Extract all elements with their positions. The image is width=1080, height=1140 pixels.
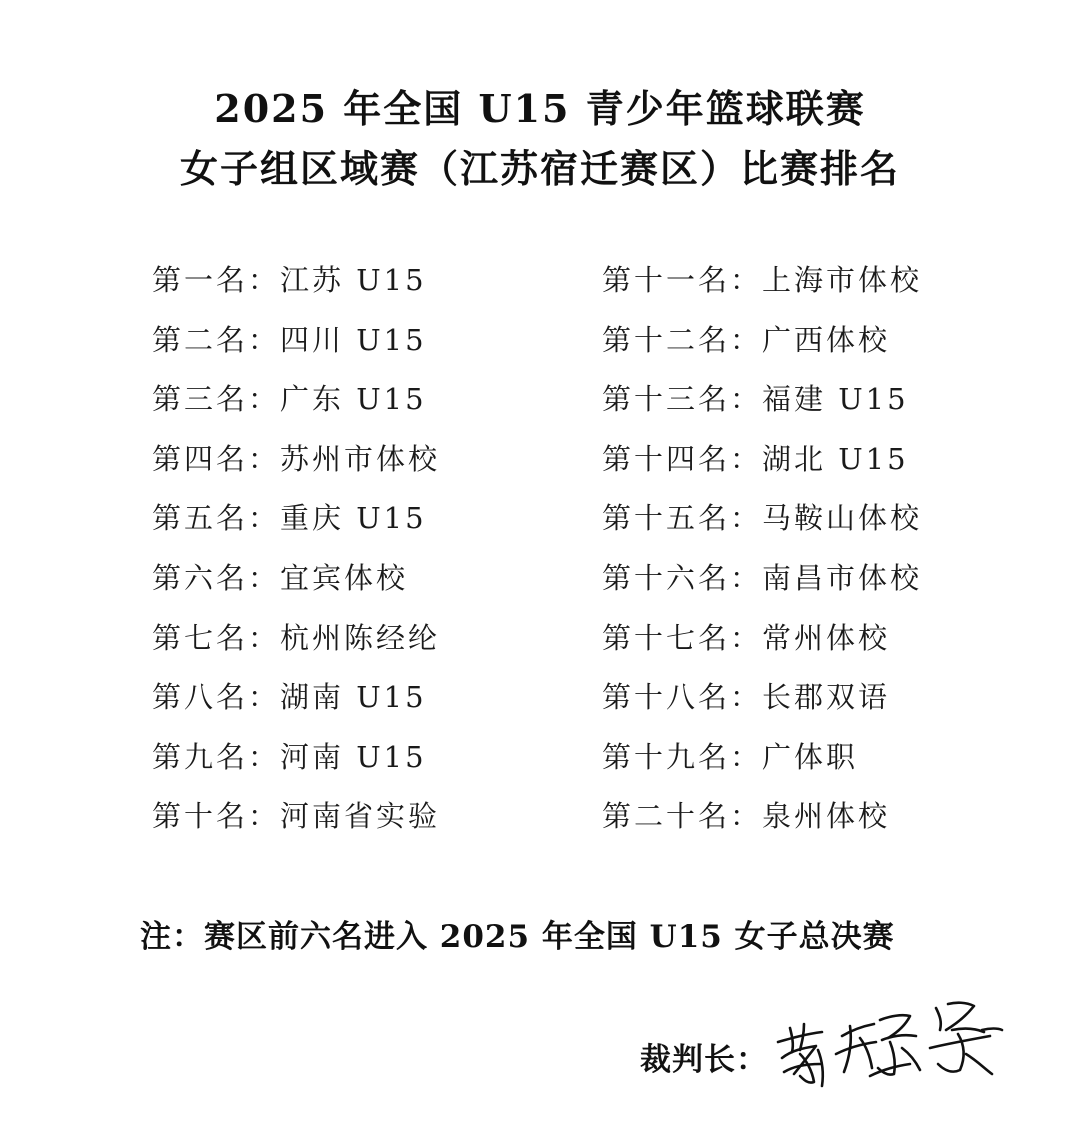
ranking-item: 第一名：江苏 U15 (152, 263, 427, 297)
ranking-item: 第五名：重庆 U15 (152, 501, 427, 536)
ranking-item: 第十六名：南昌市体校 (602, 560, 923, 595)
signature-scribble (770, 990, 1005, 1100)
ranking-item: 第十五名：马鞍山体校 (602, 501, 923, 536)
rankings-right-column (602, 258, 922, 854)
ranking-item: 第二十名：泉州体校 (602, 799, 891, 834)
ranking-item: 第九名：河南 U15 (152, 739, 427, 774)
document-title-line1: 2025 年全国 U15 青少年篮球联赛 (214, 86, 866, 131)
ranking-item: 第四名：苏州市体校 (152, 441, 441, 476)
chief-referee-label: 裁判长： (640, 1042, 768, 1078)
ranking-item: 第十二名：广西体校 (602, 322, 891, 357)
ranking-item: 第十八名：长郡双语 (602, 680, 891, 715)
ranking-item: 第八名：湖南 U15 (152, 680, 427, 715)
ranking-item: 第十名：河南省实验 (152, 799, 441, 834)
ranking-item: 第十三名：福建 U15 (602, 382, 909, 417)
ranking-item: 第二名：四川 U15 (152, 322, 427, 357)
qualification-note: 注：赛区前六名进入 2025 年全国 U15 女子总决赛 (140, 919, 895, 955)
rankings-left-column (152, 258, 440, 854)
ranking-item: 第十九名：广体职 (602, 739, 859, 774)
ranking-item: 第十四名：湖北 U15 (602, 441, 909, 476)
document-title-line2: 女子组区域赛（江苏宿迁赛区）比赛排名 (179, 146, 900, 191)
handwritten-signature (770, 990, 1005, 1100)
ranking-item: 第七名：杭州陈经纶 (152, 620, 441, 655)
ranking-item: 第十七名：常州体校 (602, 620, 891, 655)
ranking-item: 第六名：宜宾体校 (152, 560, 409, 595)
ranking-item: 第十一名：上海市体校 (602, 263, 923, 297)
ranking-item: 第三名：广东 U15 (152, 382, 427, 417)
